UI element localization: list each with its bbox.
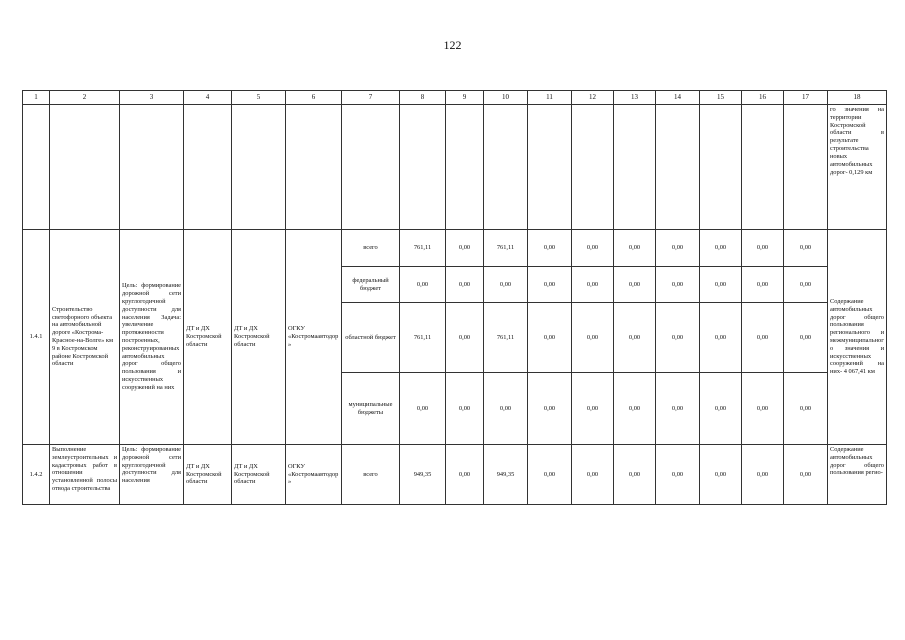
value-cell: 0,00: [446, 267, 484, 303]
item-customer: ДТ и ДХ Костромской области: [232, 230, 286, 445]
page-number: 122: [443, 38, 462, 52]
empty-cell: [784, 105, 828, 230]
empty-cell: [572, 105, 614, 230]
header-cell: 6: [286, 91, 342, 105]
value-cell: 0,00: [528, 373, 572, 445]
value-cell: 0,00: [700, 230, 742, 267]
empty-cell: [742, 105, 784, 230]
value-cell: 0,00: [528, 267, 572, 303]
header-cell: 17: [784, 91, 828, 105]
item-name: Строительство светофорного объекта на автомобильной дороге «Кострома-Красное-на-Волге» км 9 в Костромском районе Костромской области: [50, 230, 120, 445]
value-cell: 0,00: [614, 373, 656, 445]
value-cell: 0,00: [656, 445, 700, 505]
value-cell: 949,35: [484, 445, 528, 505]
empty-cell: [120, 105, 184, 230]
continuation-row: [23, 105, 887, 230]
value-cell: 761,11: [484, 230, 528, 267]
item-customer: ДТ и ДХ Костромской области: [232, 445, 286, 505]
header-cell: 4: [184, 91, 232, 105]
value-cell: 0,00: [656, 230, 700, 267]
item-name: Выполнение землеустроительных и кадастровых работ в отношении установленной полосы отвода строительства: [50, 445, 120, 505]
value-cell: 0,00: [742, 303, 784, 373]
value-cell: 0,00: [572, 230, 614, 267]
empty-cell: [184, 105, 232, 230]
result-text: Содержание автомобильных дорог общего пользования регионального и межмуниципального значения и искусственных сооружений на них- 4 067,41 км: [828, 230, 887, 445]
value-cell: 0,00: [700, 445, 742, 505]
source-label: муниципальные бюджеты: [342, 373, 400, 445]
value-cell: 0,00: [528, 445, 572, 505]
column-number-row: [23, 91, 887, 105]
program-table: [22, 90, 887, 505]
source-label: всего: [342, 445, 400, 505]
value-cell: 0,00: [446, 303, 484, 373]
value-cell: 761,11: [400, 303, 446, 373]
item-executor: ОГКУ «Костромаавтодор»: [286, 230, 342, 445]
header-cell: 11: [528, 91, 572, 105]
empty-cell: [484, 105, 528, 230]
value-cell: 0,00: [572, 445, 614, 505]
value-cell: 0,00: [742, 267, 784, 303]
item-coordinator: ДТ и ДХ Костромской области: [184, 445, 232, 505]
value-cell: 761,11: [400, 230, 446, 267]
item-number: 1.4.1: [23, 230, 50, 445]
value-cell: 0,00: [700, 267, 742, 303]
value-cell: 0,00: [614, 445, 656, 505]
value-cell: 0,00: [528, 303, 572, 373]
header-cell: 5: [232, 91, 286, 105]
item-number: 1.4.2: [23, 445, 50, 505]
item-coordinator: ДТ и ДХ Костромской области: [184, 230, 232, 445]
value-cell: 0,00: [656, 373, 700, 445]
empty-cell: [342, 105, 400, 230]
value-cell: 0,00: [614, 230, 656, 267]
source-label: областной бюджет: [342, 303, 400, 373]
empty-cell: [656, 105, 700, 230]
value-cell: 0,00: [784, 267, 828, 303]
header-cell: 15: [700, 91, 742, 105]
value-cell: 949,35: [400, 445, 446, 505]
empty-cell: [700, 105, 742, 230]
header-cell: 9: [446, 91, 484, 105]
header-cell: 14: [656, 91, 700, 105]
value-cell: 0,00: [784, 230, 828, 267]
empty-cell: [614, 105, 656, 230]
value-cell: 0,00: [572, 303, 614, 373]
empty-cell: [232, 105, 286, 230]
value-cell: 0,00: [656, 303, 700, 373]
result-text: го значения на территории Костромской области в результате строительства новых автомобильных дорог- 0,129 км: [828, 105, 887, 230]
value-cell: 0,00: [784, 373, 828, 445]
value-cell: 0,00: [742, 230, 784, 267]
item-goal: Цель: формирование дорожной сети круглогодичной доступности для населения Задача: увеличение протяженности построенных, реконструированных автомобильных дорог общего пользования и искусственных сооружений на них: [120, 230, 184, 445]
value-cell: 0,00: [614, 267, 656, 303]
result-text: Содержание автомобильных дорог общего пользования регио-: [828, 445, 887, 505]
header-cell: 3: [120, 91, 184, 105]
value-cell: 0,00: [656, 267, 700, 303]
empty-cell: [528, 105, 572, 230]
value-cell: 0,00: [572, 373, 614, 445]
header-cell: 8: [400, 91, 446, 105]
empty-cell: [50, 105, 120, 230]
header-cell: 16: [742, 91, 784, 105]
value-cell: 0,00: [700, 303, 742, 373]
value-cell: 0,00: [484, 373, 528, 445]
value-cell: 0,00: [700, 373, 742, 445]
empty-cell: [23, 105, 50, 230]
header-cell: 13: [614, 91, 656, 105]
empty-cell: [286, 105, 342, 230]
value-cell: 0,00: [400, 267, 446, 303]
value-cell: 0,00: [614, 303, 656, 373]
value-cell: 0,00: [528, 230, 572, 267]
value-cell: 0,00: [742, 445, 784, 505]
value-cell: 0,00: [446, 230, 484, 267]
value-cell: 0,00: [484, 267, 528, 303]
source-label: всего: [342, 230, 400, 267]
header-cell: 2: [50, 91, 120, 105]
value-cell: 0,00: [446, 445, 484, 505]
header-cell: 1: [23, 91, 50, 105]
header-cell: 7: [342, 91, 400, 105]
value-cell: 0,00: [742, 373, 784, 445]
header-cell: 12: [572, 91, 614, 105]
item-executor: ОГКУ «Костромаавтодор»: [286, 445, 342, 505]
value-cell: 0,00: [572, 267, 614, 303]
source-label: федеральный бюджет: [342, 267, 400, 303]
empty-cell: [446, 105, 484, 230]
table-row: [23, 445, 887, 505]
value-cell: 0,00: [784, 445, 828, 505]
header-cell: 10: [484, 91, 528, 105]
value-cell: 761,11: [484, 303, 528, 373]
value-cell: 0,00: [446, 373, 484, 445]
empty-cell: [400, 105, 446, 230]
header-cell: 18: [828, 91, 887, 105]
value-cell: 0,00: [400, 373, 446, 445]
item-goal: Цель: формирование дорожной сети круглогодичной доступности для населения: [120, 445, 184, 505]
table-row: [23, 230, 887, 267]
value-cell: 0,00: [784, 303, 828, 373]
